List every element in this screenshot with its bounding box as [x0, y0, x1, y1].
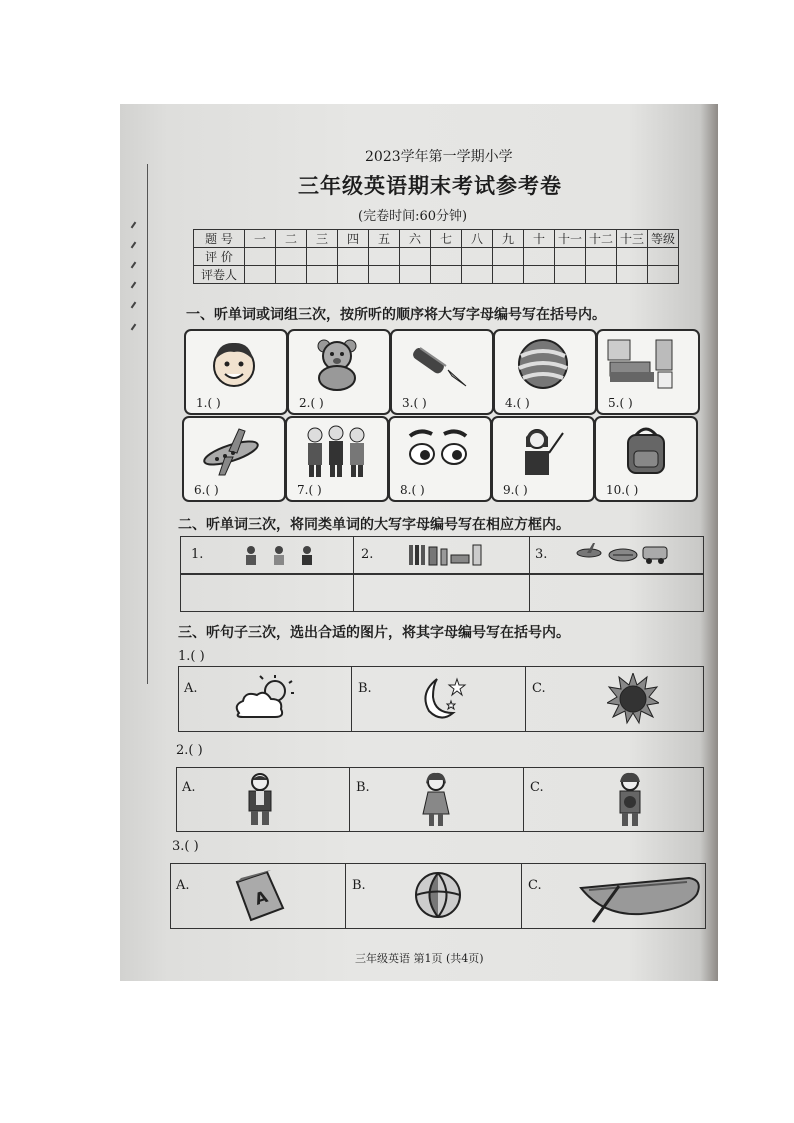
beach-ball-icon — [413, 870, 463, 920]
item-label: 8.( ) — [400, 483, 425, 497]
part2-grid — [180, 536, 704, 612]
pen-icon — [412, 336, 472, 392]
option-letter: A. — [184, 681, 198, 696]
question-number: 2.( ) — [176, 743, 203, 758]
score-cell — [307, 266, 338, 284]
svg-text:A: A — [252, 886, 271, 909]
option-cell — [171, 864, 346, 928]
girl-toy-icon — [613, 772, 647, 828]
picture-box — [594, 416, 698, 502]
options-row — [178, 666, 704, 732]
plane-icon — [199, 423, 263, 479]
schoolbag-icon — [618, 423, 674, 479]
stationery-icon — [407, 543, 487, 567]
column-header: 四 — [338, 230, 369, 248]
teddy-bear-icon — [309, 336, 365, 392]
moon-stars-icon — [415, 673, 471, 723]
item-label: 3.( ) — [402, 396, 427, 410]
sun-icon — [607, 673, 659, 725]
girl-icon — [419, 772, 453, 828]
score-cell — [555, 266, 586, 284]
score-cell — [462, 248, 493, 266]
picture-box — [596, 329, 700, 415]
option-letter: A. — [182, 780, 196, 795]
score-cell — [338, 248, 369, 266]
score-cell — [617, 248, 648, 266]
option-letter: B. — [352, 878, 366, 893]
part3-instruction: 三、听句子三次，选出合适的图片，将其字母编号写在括号内。 — [178, 625, 570, 641]
column-header: 十一 — [555, 230, 586, 248]
grid-cell — [531, 537, 703, 611]
grader-row — [194, 266, 679, 284]
score-cell — [648, 248, 679, 266]
column-header: 十二 — [586, 230, 617, 248]
cloudy-icon — [229, 673, 295, 723]
cell-label: 2. — [361, 547, 374, 562]
item-label: 9.( ) — [503, 483, 528, 497]
people-icon — [243, 545, 323, 567]
picture-box — [182, 416, 286, 502]
column-header: 二 — [276, 230, 307, 248]
option-cell — [179, 667, 352, 731]
column-header: 七 — [431, 230, 462, 248]
options-row — [176, 767, 704, 832]
score-header-row — [194, 230, 679, 248]
picture-box — [491, 416, 595, 502]
item-label: 1.( ) — [196, 396, 221, 410]
option-letter: C. — [532, 681, 546, 696]
score-cell — [586, 248, 617, 266]
picture-box — [493, 329, 597, 415]
margin-mark — [131, 324, 137, 331]
score-cell — [245, 248, 276, 266]
item-label: 5.( ) — [608, 396, 633, 410]
score-cell — [276, 266, 307, 284]
score-cell — [555, 248, 586, 266]
score-cell — [369, 266, 400, 284]
column-header: 八 — [462, 230, 493, 248]
picture-box — [184, 329, 288, 415]
margin-mark — [131, 242, 137, 249]
item-label: 6.( ) — [194, 483, 219, 497]
picture-box — [388, 416, 492, 502]
column-header: 三 — [307, 230, 338, 248]
teacher-icon — [511, 423, 571, 479]
friends-icon — [303, 423, 369, 479]
option-letter: B. — [358, 681, 372, 696]
score-cell — [617, 266, 648, 284]
score-cell — [400, 266, 431, 284]
item-label: 7.( ) — [297, 483, 322, 497]
school-line: 2023学年第一学期小学 — [365, 149, 513, 165]
column-header: 等级 — [648, 230, 679, 248]
margin-mark — [131, 262, 137, 269]
column-header: 十 — [524, 230, 555, 248]
option-cell — [353, 667, 526, 731]
row-header: 评卷人 — [194, 266, 245, 284]
question-number: 1.( ) — [178, 649, 205, 664]
vehicles-icon — [575, 541, 671, 567]
item-label: 2.( ) — [299, 396, 324, 410]
item-label: 4.( ) — [505, 396, 530, 410]
margin-mark — [131, 302, 137, 309]
score-cell — [338, 266, 369, 284]
option-cell — [523, 864, 705, 928]
boat-icon — [579, 872, 703, 924]
part2-instruction: 二、听单词三次，将同类单词的大写字母编号写在相应方框内。 — [178, 517, 570, 533]
cell-label: 1. — [191, 547, 204, 562]
cell-label: 3. — [535, 547, 548, 562]
margin-mark — [131, 222, 137, 229]
page-title: 三年级英语期末考试参考卷 — [298, 174, 562, 198]
score-cell — [524, 248, 555, 266]
column-header: 六 — [400, 230, 431, 248]
option-letter: A. — [176, 878, 190, 893]
grid-cell — [355, 537, 530, 611]
part1-instruction: 一、听单词或词组三次，按所听的顺序将大写字母编号写在括号内。 — [186, 307, 606, 323]
score-cell — [276, 248, 307, 266]
score-cell — [400, 248, 431, 266]
picture-box — [285, 416, 389, 502]
item-label: 10.( ) — [606, 483, 639, 497]
column-header: 五 — [369, 230, 400, 248]
score-cell — [493, 248, 524, 266]
score-cell — [431, 266, 462, 284]
boy-face-icon — [206, 336, 262, 392]
grid-cell — [181, 537, 354, 611]
question-number: 3.( ) — [172, 839, 199, 854]
margin-mark — [131, 282, 137, 289]
column-header: 一 — [245, 230, 276, 248]
book-icon — [231, 868, 287, 924]
score-cell — [462, 266, 493, 284]
option-cell — [525, 768, 703, 831]
score-cell — [586, 266, 617, 284]
score-cell — [307, 248, 338, 266]
column-header: 十三 — [617, 230, 648, 248]
score-cell — [493, 266, 524, 284]
score-cell — [369, 248, 400, 266]
option-letter: C. — [530, 780, 544, 795]
option-cell — [351, 768, 524, 831]
picture-box — [390, 329, 494, 415]
page-footer: 三年级英语 第1页 (共4页) — [355, 952, 484, 965]
exam-page-photo — [120, 104, 718, 981]
binding-margin-line — [147, 164, 148, 684]
score-cell — [431, 248, 462, 266]
eyes-icon — [406, 426, 470, 476]
bedroom-icon — [606, 336, 676, 392]
score-table — [193, 229, 679, 284]
option-letter: B. — [356, 780, 370, 795]
options-row — [170, 863, 706, 929]
option-cell — [527, 667, 703, 731]
column-header: 九 — [493, 230, 524, 248]
row-header: 题 号 — [194, 230, 245, 248]
option-letter: C. — [528, 878, 542, 893]
score-cell — [524, 266, 555, 284]
exam-duration: (完卷时间:60分钟) — [358, 209, 468, 224]
boy-icon — [243, 772, 277, 828]
score-row — [194, 248, 679, 266]
option-cell — [347, 864, 522, 928]
score-cell — [245, 266, 276, 284]
picture-box — [287, 329, 391, 415]
score-cell — [648, 266, 679, 284]
option-cell — [177, 768, 350, 831]
row-header: 评 价 — [194, 248, 245, 266]
ball-icon — [515, 336, 571, 392]
